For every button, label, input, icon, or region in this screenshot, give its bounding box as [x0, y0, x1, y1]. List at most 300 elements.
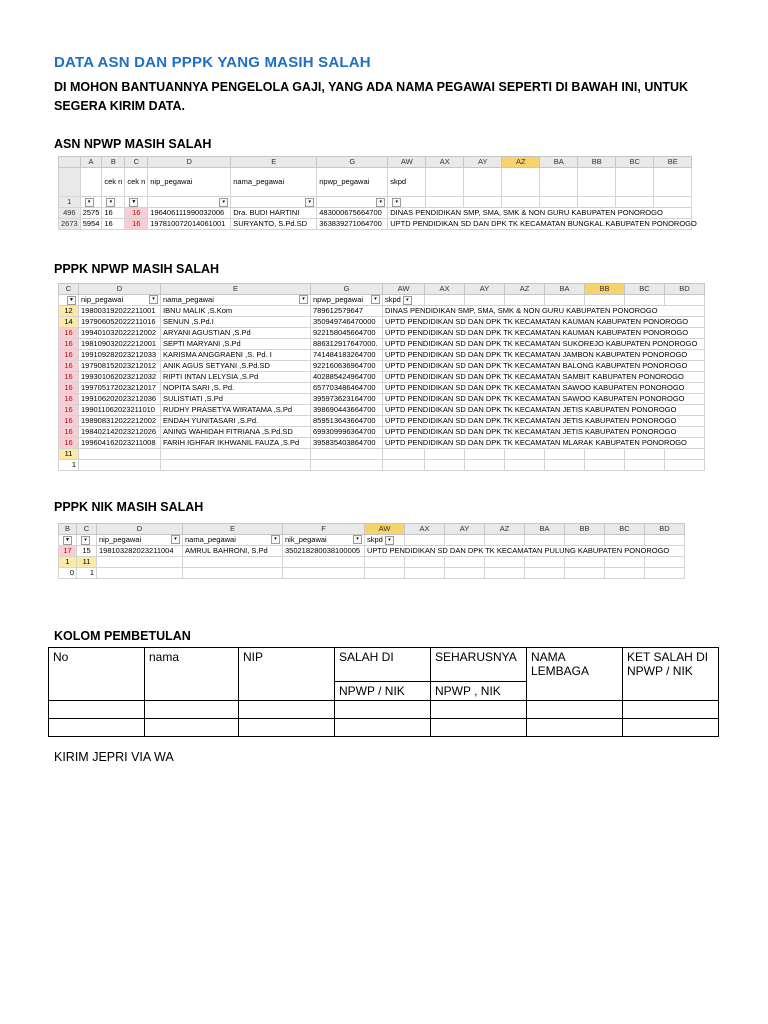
cell-nip: 199106202023212036	[79, 394, 161, 405]
cell-skpd: DINAS PENDIDIKAN SMP, SMA, SMK & NON GURU KABUPATEN PONOROGO	[388, 208, 692, 219]
cell-skpd: UPTD PENDIDIKAN SD DAN DPK TK KECAMATAN JAMBON KABUPATEN PONOROGO	[383, 350, 705, 361]
cell-skpd: DINAS PENDIDIKAN SMP, SMA, SMK & NON GURU KABUPATEN PONOROGO	[383, 306, 705, 317]
cell-nama: KARISMA ANGGRAENI ,S. Pd. I	[161, 350, 311, 361]
cell	[585, 449, 625, 460]
input-cell[interactable]	[49, 719, 145, 737]
col-header[interactable]: AZ	[485, 524, 525, 535]
filter-active-icon[interactable]: ▼	[129, 198, 138, 207]
col-header[interactable]: AZ	[505, 284, 545, 295]
input-cell[interactable]	[335, 719, 431, 737]
col-nip: NIP	[239, 648, 335, 701]
col-header[interactable]: G	[317, 157, 388, 168]
cell-nama: FARIH IGHFAR IKHWANIL FAUZA ,S.Pd	[161, 438, 311, 449]
cell-skpd: UPTD PENDIDIKAN SD DAN DPK TK KECAMATAN BUNGKAL KABUPATEN PONOROGO	[388, 219, 692, 230]
cell	[585, 460, 625, 471]
filter-cell[interactable]	[231, 197, 317, 208]
cell	[625, 295, 665, 306]
cell	[405, 557, 445, 568]
cell: 16	[59, 339, 79, 350]
cell	[502, 197, 540, 208]
cell-nip: 198109032022212001	[79, 339, 161, 350]
cell	[545, 460, 585, 471]
cell	[405, 535, 445, 546]
filter-dropdown-icon[interactable]: ▾	[81, 536, 90, 545]
cell: 15	[77, 546, 97, 557]
col-header[interactable]: D	[79, 284, 161, 295]
summary-cell: 1	[59, 460, 79, 471]
filter-active-icon[interactable]: ▼	[63, 536, 72, 545]
row-number: 2673	[59, 219, 81, 230]
corner-cell	[59, 157, 81, 168]
cell-nama: ARYANI AGUSTIAN ,S.Pd	[161, 328, 311, 339]
col-header[interactable]: BC	[616, 157, 654, 168]
cell: 16	[125, 208, 148, 219]
cell: 17	[59, 546, 77, 557]
cell	[79, 460, 161, 471]
filter-cell[interactable]	[59, 295, 79, 306]
col-nama-lembaga: NAMA LEMBAGA	[527, 648, 623, 701]
filter-active-icon[interactable]: ▼	[67, 296, 76, 305]
col-header[interactable]: BE	[654, 157, 692, 168]
cell-nama: SULISTIATI ,S.Pd	[161, 394, 311, 405]
cell: 16	[59, 427, 79, 438]
cell	[183, 557, 283, 568]
cell-skpd: UPTD PENDIDIKAN SD DAN DPK TK KECAMATAN SAMBIT KABUPATEN PONOROGO	[383, 372, 705, 383]
cell	[540, 197, 578, 208]
cell	[183, 568, 283, 579]
cell-npwp: 350949746470000	[311, 317, 383, 328]
table-row[interactable]	[59, 328, 705, 339]
col-salah-di: SALAH DI	[335, 648, 431, 682]
col-header[interactable]: G	[311, 284, 383, 295]
cell-npwp: 363839271064700	[317, 219, 388, 230]
table-row[interactable]	[59, 546, 685, 557]
table-row[interactable]	[59, 361, 705, 372]
cell: 16	[59, 328, 79, 339]
cell	[654, 197, 692, 208]
col-header[interactable]: AX	[425, 284, 465, 295]
cell	[283, 557, 365, 568]
cell	[465, 460, 505, 471]
cell-skpd: UPTD PENDIDIKAN SD DAN DPK TK KECAMATAN KAUMAN KABUPATEN PONOROGO	[383, 328, 705, 339]
cell-nama: Dra. BUDI HARTINI	[231, 208, 317, 219]
cell: 16	[125, 219, 148, 230]
cell: 16	[102, 219, 125, 230]
cell	[625, 449, 665, 460]
cell	[79, 449, 161, 460]
col-header[interactable]: AY	[445, 524, 485, 535]
cell-nip: 198103282023211004	[97, 546, 183, 557]
cell	[665, 460, 705, 471]
cell	[502, 168, 540, 197]
cell	[605, 535, 645, 546]
cell-nip: 199109282023212033	[79, 350, 161, 361]
cell-nama: AMRUL BAHRONI, S.Pd	[183, 546, 283, 557]
cell	[525, 557, 565, 568]
col-header[interactable]: AY	[464, 157, 502, 168]
col-header-selected[interactable]: AW	[365, 524, 405, 535]
filter-cell[interactable]	[77, 535, 97, 546]
input-cell[interactable]	[49, 701, 145, 719]
section-heading-asn-npwp: ASN NPWP MASIH SALAH	[54, 137, 212, 151]
summary-cell: 11	[59, 449, 79, 460]
header-cell: npwp_pegawai	[317, 168, 388, 197]
cell	[585, 295, 625, 306]
col-nama: nama	[145, 648, 239, 701]
cell	[426, 168, 464, 197]
filter-dropdown-icon[interactable]: ▾	[149, 295, 158, 304]
cell	[665, 449, 705, 460]
cell-npwp: 398690443664700	[311, 405, 383, 416]
cell: 16	[59, 394, 79, 405]
sheet-pppk-nik	[58, 523, 700, 579]
sheet-asn-npwp	[58, 156, 710, 230]
col-ket-salah: KET SALAH DI NPWP / NIK	[623, 648, 719, 701]
col-header[interactable]: BA	[525, 524, 565, 535]
cell-skpd: UPTD PENDIDIKAN SD DAN DPK TK KECAMATAN KAUMAN KABUPATEN PONOROGO	[383, 317, 705, 328]
col-header[interactable]: B	[102, 157, 125, 168]
col-header[interactable]: BC	[605, 524, 645, 535]
cell-nama: ENDAH YUNITASARI ,S.Pd.	[161, 416, 311, 427]
cell-nip: 199301062023212032	[79, 372, 161, 383]
cell	[545, 295, 585, 306]
cell-nik: 350218280038100005	[283, 546, 365, 557]
table-row[interactable]	[59, 383, 705, 394]
cell	[616, 197, 654, 208]
input-cell[interactable]	[527, 701, 623, 719]
correction-table	[48, 647, 719, 737]
cell	[445, 557, 485, 568]
cell-nip: 197906052022211016	[79, 317, 161, 328]
cell	[405, 568, 445, 579]
filter-dropdown-icon[interactable]: ▾	[171, 535, 180, 544]
col-header[interactable]: C	[125, 157, 148, 168]
cell	[426, 197, 464, 208]
filter-cell[interactable]	[148, 197, 231, 208]
input-cell[interactable]	[431, 701, 527, 719]
cell-nip: 197908152023212012	[79, 361, 161, 372]
col-header[interactable]: D	[97, 524, 183, 535]
col-header[interactable]: E	[231, 157, 317, 168]
col-header[interactable]: AX	[405, 524, 445, 535]
cell	[578, 197, 616, 208]
header-cell[interactable]: nip_pegawai ▾	[79, 295, 161, 306]
cell: 1	[77, 568, 97, 579]
header-cell: skpd	[388, 168, 426, 197]
cell-nip: 198402142023212026	[79, 427, 161, 438]
cell-skpd: UPTD PENDIDIKAN SD DAN DPK TK KECAMATAN SAWOO KABUPATEN PONOROGO	[383, 394, 705, 405]
table-row[interactable]	[59, 405, 705, 416]
col-header[interactable]: BA	[545, 284, 585, 295]
input-cell[interactable]	[145, 701, 239, 719]
cell	[365, 568, 405, 579]
filter-dropdown-icon[interactable]: ▾	[219, 198, 228, 207]
section-heading-pppk-npwp: PPPK NPWP MASIH SALAH	[54, 262, 220, 276]
cell	[161, 460, 311, 471]
col-header[interactable]: BD	[645, 524, 685, 535]
filter-cell[interactable]	[80, 197, 102, 208]
filter-dropdown-icon[interactable]: ▾	[305, 198, 314, 207]
cell: 16	[59, 350, 79, 361]
cell-nip: 199604162023211008	[79, 438, 161, 449]
cell-npwp: 886312917647000.	[311, 339, 383, 350]
cell	[445, 568, 485, 579]
footer-instruction: KIRIM JEPRI VIA WA	[54, 750, 174, 764]
section-heading-pppk-nik: PPPK NIK MASIH SALAH	[54, 500, 204, 514]
cell-npwp: 395835403864700	[311, 438, 383, 449]
sheet-pppk-npwp	[58, 283, 708, 471]
cell	[525, 535, 565, 546]
col-header[interactable]: BB	[565, 524, 605, 535]
table-row[interactable]	[59, 350, 705, 361]
input-cell[interactable]	[239, 701, 335, 719]
header-cell[interactable]: nama_pegawai ▾	[161, 295, 311, 306]
cell-skpd: UPTD PENDIDIKAN SD DAN DPK TK KECAMATAN JETIS KABUPATEN PONOROGO	[383, 416, 705, 427]
filter-dropdown-icon[interactable]: ▾	[299, 295, 308, 304]
header-cell[interactable]: npwp_pegawai ▾	[311, 295, 383, 306]
header-cell[interactable]: nik_pegawai ▾	[283, 535, 365, 546]
header-cell: cek n	[102, 168, 125, 197]
page-title: DATA ASN DAN PPPK YANG MASIH SALAH	[54, 54, 371, 71]
cell-npwp: 922158045664700	[311, 328, 383, 339]
cell	[540, 168, 578, 197]
cell	[383, 449, 425, 460]
cell-npwp: 859513643664700	[311, 416, 383, 427]
cell	[365, 557, 405, 568]
cell-npwp: 789612579647	[311, 306, 383, 317]
col-no: No	[49, 648, 145, 701]
table-row[interactable]	[59, 306, 705, 317]
input-cell[interactable]	[145, 719, 239, 737]
cell: 16	[59, 383, 79, 394]
col-header[interactable]: F	[283, 524, 365, 535]
filter-dropdown-icon[interactable]: ▾	[106, 198, 115, 207]
cell	[283, 568, 365, 579]
cell	[485, 535, 525, 546]
col-header[interactable]: E	[183, 524, 283, 535]
cell-skpd: UPTD PENDIDIKAN SD DAN DPK TK KECAMATAN MLARAK KABUPATEN PONOROGO	[383, 438, 705, 449]
cell-npwp: 657703486464700	[311, 383, 383, 394]
filter-dropdown-icon[interactable]: ▾	[385, 536, 394, 545]
filter-dropdown-icon[interactable]: ▾	[403, 296, 412, 305]
col-header[interactable]: BD	[665, 284, 705, 295]
cell	[645, 535, 685, 546]
table-row[interactable]	[59, 438, 705, 449]
row-header: 1	[59, 197, 81, 208]
cell	[505, 449, 545, 460]
col-header[interactable]: B	[59, 524, 77, 535]
input-row[interactable]	[49, 701, 719, 719]
cell-skpd: UPTD PENDIDIKAN SD DAN DPK TK KECAMATAN JETIS KABUPATEN PONOROGO	[383, 405, 705, 416]
cell	[445, 535, 485, 546]
col-header[interactable]: C	[59, 284, 79, 295]
filter-dropdown-icon[interactable]: ▾	[376, 198, 385, 207]
cell-nip: 198003192022211001	[79, 306, 161, 317]
header-cell[interactable]: skpd ▾	[383, 295, 425, 306]
col-header-selected[interactable]: BB	[585, 284, 625, 295]
input-cell[interactable]	[623, 701, 719, 719]
cell-nama: ANING WAHIDAH FITRIANA ,S.Pd.SD	[161, 427, 311, 438]
cell	[545, 449, 585, 460]
cell	[425, 295, 465, 306]
table-row[interactable]	[59, 372, 705, 383]
filter-cell[interactable]	[317, 197, 388, 208]
table-row[interactable]	[59, 208, 692, 219]
cell-skpd: UPTD PENDIDIKAN SD DAN DPK TK KECAMATAN JETIS KABUPATEN PONOROGO	[383, 427, 705, 438]
col-header[interactable]: D	[148, 157, 231, 168]
cell	[665, 295, 705, 306]
cell: 0	[59, 568, 77, 579]
cell	[97, 557, 183, 568]
cell	[645, 568, 685, 579]
cell-nama: SEPTI MARYANI ,S.Pd	[161, 339, 311, 350]
cell	[654, 168, 692, 197]
cell	[464, 168, 502, 197]
header-cell: nama_pegawai	[231, 168, 317, 197]
cell-nip: 198908312022212002	[79, 416, 161, 427]
sub-salah-di: NPWP / NIK	[335, 682, 431, 701]
col-header[interactable]: BC	[625, 284, 665, 295]
header-cell: cek n	[125, 168, 148, 197]
col-seharusnya: SEHARUSNYA	[431, 648, 527, 682]
cell	[565, 557, 605, 568]
cell-nama: SENUN ,S.Pd.I	[161, 317, 311, 328]
input-cell[interactable]	[335, 701, 431, 719]
cell-nama: SURYANTO, S.Pd.SD	[231, 219, 317, 230]
cell: 14	[59, 317, 79, 328]
row-header	[59, 168, 81, 197]
sub-seharusnya: NPWP , NIK	[431, 682, 527, 701]
cell	[97, 568, 183, 579]
cell-skpd: UPTD PENDIDIKAN SD DAN DPK TK KECAMATAN BALONG KABUPATEN PONOROGO	[383, 361, 705, 372]
filter-cell[interactable]	[388, 197, 426, 208]
cell-nip: 199401032022212002	[79, 328, 161, 339]
section-heading-kolom-pembetulan: KOLOM PEMBETULAN	[54, 629, 191, 643]
cell	[565, 568, 605, 579]
cell	[605, 568, 645, 579]
cell-nip: 199011062023211010	[79, 405, 161, 416]
table-row[interactable]	[59, 427, 705, 438]
cell-npwp: 483000675664700	[317, 208, 388, 219]
col-header[interactable]: AW	[383, 284, 425, 295]
filter-cell[interactable]	[125, 197, 148, 208]
cell: 16	[102, 208, 125, 219]
cell	[625, 460, 665, 471]
col-header[interactable]: AW	[388, 157, 426, 168]
filter-dropdown-icon[interactable]: ▾	[392, 198, 401, 207]
cell: 5954	[80, 219, 102, 230]
cell-skpd: UPTD PENDIDIKAN SD DAN DPK TK KECAMATAN SUKOREJO KABUPATEN PONOROGO	[383, 339, 705, 350]
cell	[578, 168, 616, 197]
cell-nama: RUDHY PRASETYA WIRATAMA ,S.Pd	[161, 405, 311, 416]
input-cell[interactable]	[623, 719, 719, 737]
filter-cell[interactable]	[102, 197, 125, 208]
cell	[565, 535, 605, 546]
cell	[465, 295, 505, 306]
col-header-selected[interactable]: AZ	[502, 157, 540, 168]
filter-dropdown-icon[interactable]: ▾	[371, 295, 380, 304]
table-row[interactable]	[59, 394, 705, 405]
table-row[interactable]	[59, 416, 705, 427]
cell-npwp: 922160636964700	[311, 361, 383, 372]
cell	[645, 557, 685, 568]
input-cell[interactable]	[527, 719, 623, 737]
header-cell[interactable]: nip_pegawai ▾	[97, 535, 183, 546]
col-header[interactable]: AY	[465, 284, 505, 295]
cell	[425, 449, 465, 460]
cell: 16	[59, 372, 79, 383]
filter-cell[interactable]	[59, 535, 77, 546]
cell-nama: RIPTI INTAN LELYSIA ,S.Pd	[161, 372, 311, 383]
cell: 2575	[80, 208, 102, 219]
cell	[464, 197, 502, 208]
cell-nip: 199705172023212017	[79, 383, 161, 394]
cell: 1	[59, 557, 77, 568]
cell-npwp: 395973623164700	[311, 394, 383, 405]
row-number: 496	[59, 208, 81, 219]
cell-nip: 197810072014061001	[148, 219, 231, 230]
cell-npwp: 699309996364700	[311, 427, 383, 438]
col-header[interactable]: A	[80, 157, 102, 168]
intro-text: DI MOHON BANTUANNYA PENGELOLA GAJI, YANG ADA NAMA PEGAWAI SEPERTI DI BAWAH INI, UNTUK SEGERA KIRIM DATA.	[54, 80, 689, 113]
table-row[interactable]	[59, 317, 705, 328]
table-row[interactable]	[59, 339, 705, 350]
cell-nama: ANIK AGUS SETYANI ,S.Pd.SD	[161, 361, 311, 372]
cell	[80, 168, 102, 197]
cell-npwp: 741484183264700	[311, 350, 383, 361]
header-cell[interactable]: nama_pegawai ▾	[183, 535, 283, 546]
cell	[465, 449, 505, 460]
col-header[interactable]: AX	[426, 157, 464, 168]
cell: 16	[59, 405, 79, 416]
cell	[605, 557, 645, 568]
input-cell[interactable]	[431, 719, 527, 737]
cell-nama: IBNU MALIK ,S.Kom	[161, 306, 311, 317]
table-row[interactable]	[59, 219, 692, 230]
col-header[interactable]: BA	[540, 157, 578, 168]
cell-nama: NOPITA SARI ,S. Pd.	[161, 383, 311, 394]
cell: 16	[59, 438, 79, 449]
cell	[485, 557, 525, 568]
col-header[interactable]: E	[161, 284, 311, 295]
col-header[interactable]: BB	[578, 157, 616, 168]
cell	[485, 568, 525, 579]
filter-dropdown-icon[interactable]: ▾	[85, 198, 94, 207]
cell	[525, 568, 565, 579]
cell	[425, 460, 465, 471]
cell	[311, 449, 383, 460]
filter-dropdown-icon[interactable]: ▾	[353, 535, 362, 544]
cell-skpd: UPTD PENDIDIKAN SD DAN DPK TK KECAMATAN SAWOO KABUPATEN PONOROGO	[383, 383, 705, 394]
cell-skpd: UPTD PENDIDIKAN SD DAN DPK TK KECAMATAN PULUNG KABUPATEN PONOROGO	[365, 546, 685, 557]
cell	[383, 460, 425, 471]
cell: 16	[59, 416, 79, 427]
cell-nip: 196406111990032006	[148, 208, 231, 219]
cell: 11	[77, 557, 97, 568]
cell	[505, 295, 545, 306]
input-row[interactable]	[49, 719, 719, 737]
col-header[interactable]: C	[77, 524, 97, 535]
cell	[505, 460, 545, 471]
header-cell: nip_pegawai	[148, 168, 231, 197]
header-cell[interactable]: skpd ▾	[365, 535, 405, 546]
cell	[616, 168, 654, 197]
cell: 16	[59, 361, 79, 372]
input-cell[interactable]	[239, 719, 335, 737]
filter-dropdown-icon[interactable]: ▾	[271, 535, 280, 544]
cell: 12	[59, 306, 79, 317]
cell	[161, 449, 311, 460]
